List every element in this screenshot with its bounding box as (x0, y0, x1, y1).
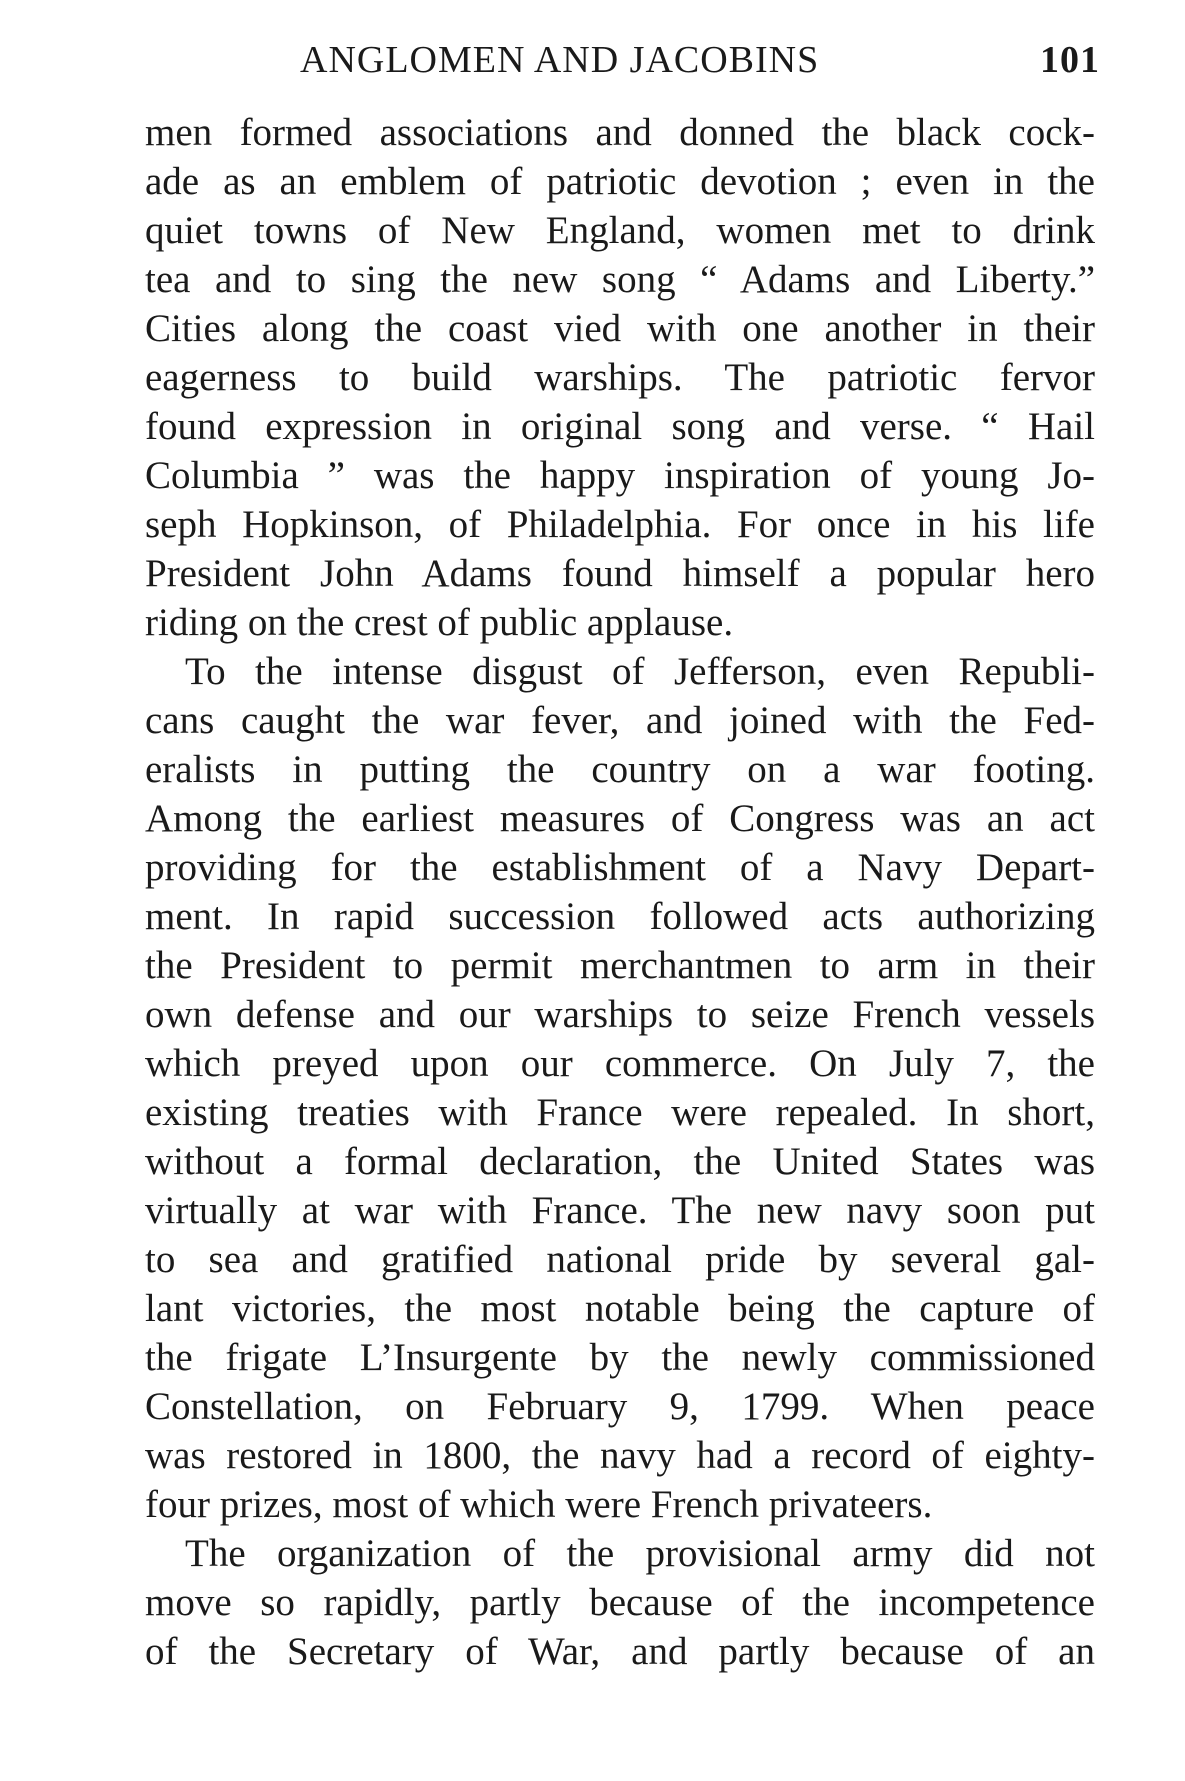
text-line: Cities along the coast vied with one another in their (145, 307, 1095, 350)
text-line: the President to permit merchantmen to arm in their (145, 944, 1095, 987)
text-line: own defense and our warships to seize French vessels (145, 993, 1095, 1036)
running-head (300, 30, 1100, 90)
text-line: without a formal declaration, the United States was (145, 1140, 1095, 1183)
text-line: found expression in original song and verse. “ Hail (145, 405, 1095, 448)
text-line: ment. In rapid succession followed acts authorizing (145, 895, 1095, 938)
text-line: eralists in putting the country on a war footing. (145, 748, 1095, 791)
text-line: of the Secretary of War, and partly because of an (145, 1630, 1095, 1673)
text-line: four prizes, most of which were French privateers. (145, 1483, 933, 1526)
text-line: providing for the establishment of a Navy Depart- (145, 846, 1095, 889)
body-text (145, 108, 1095, 1676)
text-line: seph Hopkinson, of Philadelphia. For once in his life (145, 503, 1095, 546)
text-line: virtually at war with France. The new navy soon put (145, 1189, 1095, 1232)
text-line: was restored in 1800, the navy had a record of eighty- (145, 1434, 1095, 1477)
paragraph-1 (145, 108, 1095, 647)
text-line: Among the earliest measures of Congress was an act (145, 797, 1095, 840)
text-line: quiet towns of New England, women met to drink (145, 209, 1095, 252)
paragraph-2 (145, 647, 1095, 1529)
text-line: To the intense disgust of Jefferson, even Republi- (185, 650, 1095, 693)
text-line: which preyed upon our commerce. On July 7, the (145, 1042, 1095, 1085)
text-line: move so rapidly, partly because of the incompetence (145, 1581, 1095, 1624)
text-line: Columbia ” was the happy inspiration of young Jo- (145, 454, 1095, 497)
text-line: riding on the crest of public applause. (145, 601, 734, 644)
text-line: eagerness to build warships. The patriotic fervor (145, 356, 1095, 399)
text-line: existing treaties with France were repealed. In short, (145, 1091, 1095, 1134)
paragraph-3 (145, 1529, 1095, 1676)
text-line: tea and to sing the new song “ Adams and Liberty.” (145, 258, 1095, 301)
running-title: ANGLOMEN AND JACOBINS (300, 39, 820, 81)
text-line: ade as an emblem of patriotic devotion ; even in the (145, 160, 1095, 203)
text-line: Constellation, on February 9, 1799. When peace (145, 1385, 1095, 1428)
text-line: cans caught the war fever, and joined with the Fed- (145, 699, 1095, 742)
text-line: The organization of the provisional army did not (185, 1532, 1095, 1575)
text-line: President John Adams found himself a popular hero (145, 552, 1095, 595)
page-number: 101 (1040, 39, 1100, 81)
text-line: the frigate L’Insurgente by the newly commissioned (145, 1336, 1095, 1379)
text-line: lant victories, the most notable being the capture of (145, 1287, 1095, 1330)
text-line: to sea and gratified national pride by several gal- (145, 1238, 1095, 1281)
text-line: men formed associations and donned the black cock- (145, 111, 1095, 154)
